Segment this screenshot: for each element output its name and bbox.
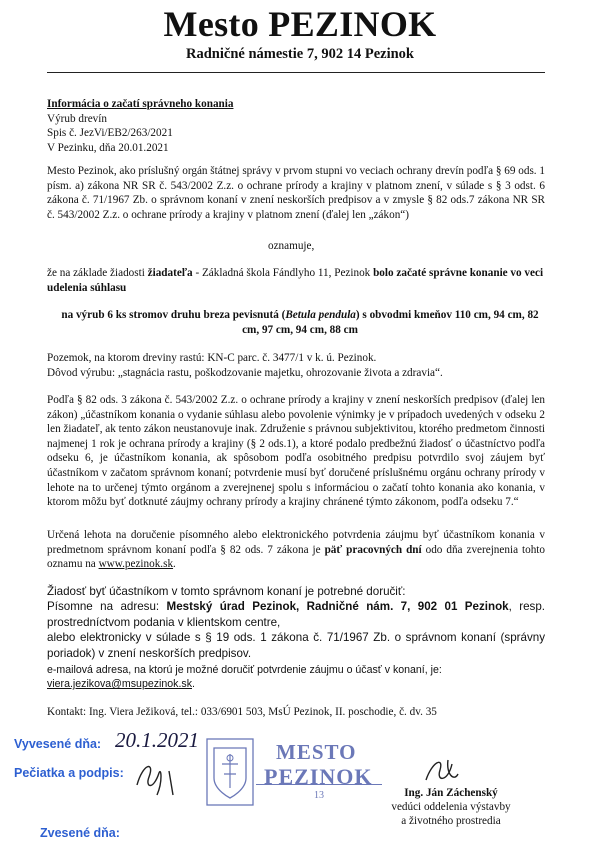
stamp-label: Pečiatka a podpis: [14,766,124,780]
delivery-electronic: alebo elektronicky v súlade s § 19 ods. 1 zákona č. 71/1967 Zb. o správnom konaní (správny poriadok) v znení neskorších predpisov. [47,631,545,660]
info-heading: Informácia o začatí správneho konania [47,98,234,110]
posted-label: Vyvesené dňa: [14,737,102,751]
signer-name: Ing. Ján Záchenský [404,787,498,799]
contact-line: Kontakt: Ing. Viera Ježiková, tel.: 033/6901 503, MsÚ Pezinok, II. poschodie, č. dv. 35 [47,706,437,718]
header-divider [47,72,545,73]
official-stamp [206,738,382,808]
signer-role-1: vedúci oddelenia výstavby [391,801,511,813]
deadline-paragraph: Určená lehota na doručenie písomného alebo elektronického potvrdenia záujmu byť účastníkom konania v predmetnom správnom konaní podľa § 82 ods. 7 zákona je päť pracovných dní odo dňa zverejnenia tohto oznamu na www.pezinok.sk. [47,529,545,571]
delivery-heading: Žiadosť byť účastníkom v tomto správnom konaní je potrebné doručiť: [47,585,406,598]
announce-word: oznamuje, [268,240,315,252]
address-line: Radničné námestie 7, 902 14 Pezinok [186,46,414,62]
email-intro: e-mailová adresa, na ktorú je možné doručiť potvrdenie záujmu o účasť v konaní, je: [47,664,442,676]
page-title: Mesto PEZINOK [163,4,437,44]
coat-of-arms-icon [206,738,254,806]
signature-scribble [133,755,183,801]
info-subject: Výrub drevín [47,112,107,125]
info-block [47,97,545,155]
law-paragraph: Podľa § 82 ods. 3 zákona č. 543/2002 Z.z. o ochrane prírody a krajiny v znení neskorších predpisov (ďalej len zákon) „účastníkom konania o vydanie súhlasu alebo povolenie výnimky je v prípadoch uvedených v odseku 2 len žiadateľ, ak tento zákon neustanovuje inak. Združenie s právnou subjektivitou, ktorého predmetom činnosti najmenej 1 rok je ochrana prírody a krajiny (§ 2 ods.1), a ktoré podalo predbežnú žiadosť o účastníctvo podľa odseku 6, je účastníkom konania, ak spôsobom podľa osobitného predpisu potvrdilo svoj záujem byť účastníkom v začatom správnom konaní; potvrdenie musí byť doručené príslušnému orgánu ochrany prírody v lehote na to určenej týmto orgánom a zverejnenej spolu s informáciou o začatí tohto konania ako konania, v ktorom môžu byť dotknuté záujmy ochrany prírody a krajiny chránené týmto zákonom, podľa odseku 7.“ [47,394,545,509]
stamp-line-1: MESTO [276,740,357,764]
email-link[interactable]: viera.jezikova@msupezinok.sk [47,678,192,690]
file-number: Spis č. JezVi/EB2/263/2021 [47,127,173,140]
email-block: e-mailová adresa, na ktorú je možné doručiť potvrdenie záujmu o účasť v konaní, je: viera.jezikova@msupezinok.sk. [47,663,545,691]
delivery-postal: Písomne na adresu: Mestský úrad Pezinok, Radničné nám. 7, 902 01 Pezinok, resp. prostredníctvom podania v klientskom centre, [47,600,546,629]
signer-role-2: a životného prostredia [401,815,501,827]
stamp-number: 13 [314,790,324,801]
date-line: V Pezinku, dňa 20.01.2021 [47,141,169,154]
stamp-line-2: PEZINOK [264,764,373,789]
website-link[interactable]: www.pezinok.sk [98,558,174,571]
reason-line: Dôvod výrubu: „stagnácia rastu, poškodzovanie majetku, ohrozovanie života a zdravia“. [47,367,443,379]
posted-date-handwritten: 20.1.2021 [115,728,199,752]
removed-label: Zvesené dňa: [40,826,120,840]
request-paragraph: že na základe žiadosti žiadateľa - Základná škola Fándlyho 11, Pezinok bolo začaté správne konanie vo veci udelenia súhlasu [47,267,544,294]
intro-paragraph: Mesto Pezinok, ako príslušný orgán štátnej správy v prvom stupni vo veciach ochrany drevín podľa § 69 ods. 1 písm. a) zákona NR SR č. 543/2002 Z.z. o ochrane prírody a krajiny v platnom znení, v súlade s § 3 odst. 6 zákona č. 71/1967 Zb. o správnom konaní v znení neskorších predpisov a v zmysle § 82 ods.7 zákona NR SR č. 543/2002 Z.z. o ochrane prírody a krajiny v platnom znení (ďalej len „zákon“) [47,165,545,221]
delivery-block [47,584,545,661]
stamp-divider [256,784,382,785]
felling-paragraph: na výrub 6 ks stromov druhu breza pevisnutá (Betula pendula) s obvodmi kmeňov 110 cm, 94 cm, 82 cm, 97 cm, 94 cm, 88 cm [61,309,539,336]
parcel-line: Pozemok, na ktorom dreviny rastú: KN-C parc. č. 3477/1 v k. ú. Pezinok. [47,352,377,364]
